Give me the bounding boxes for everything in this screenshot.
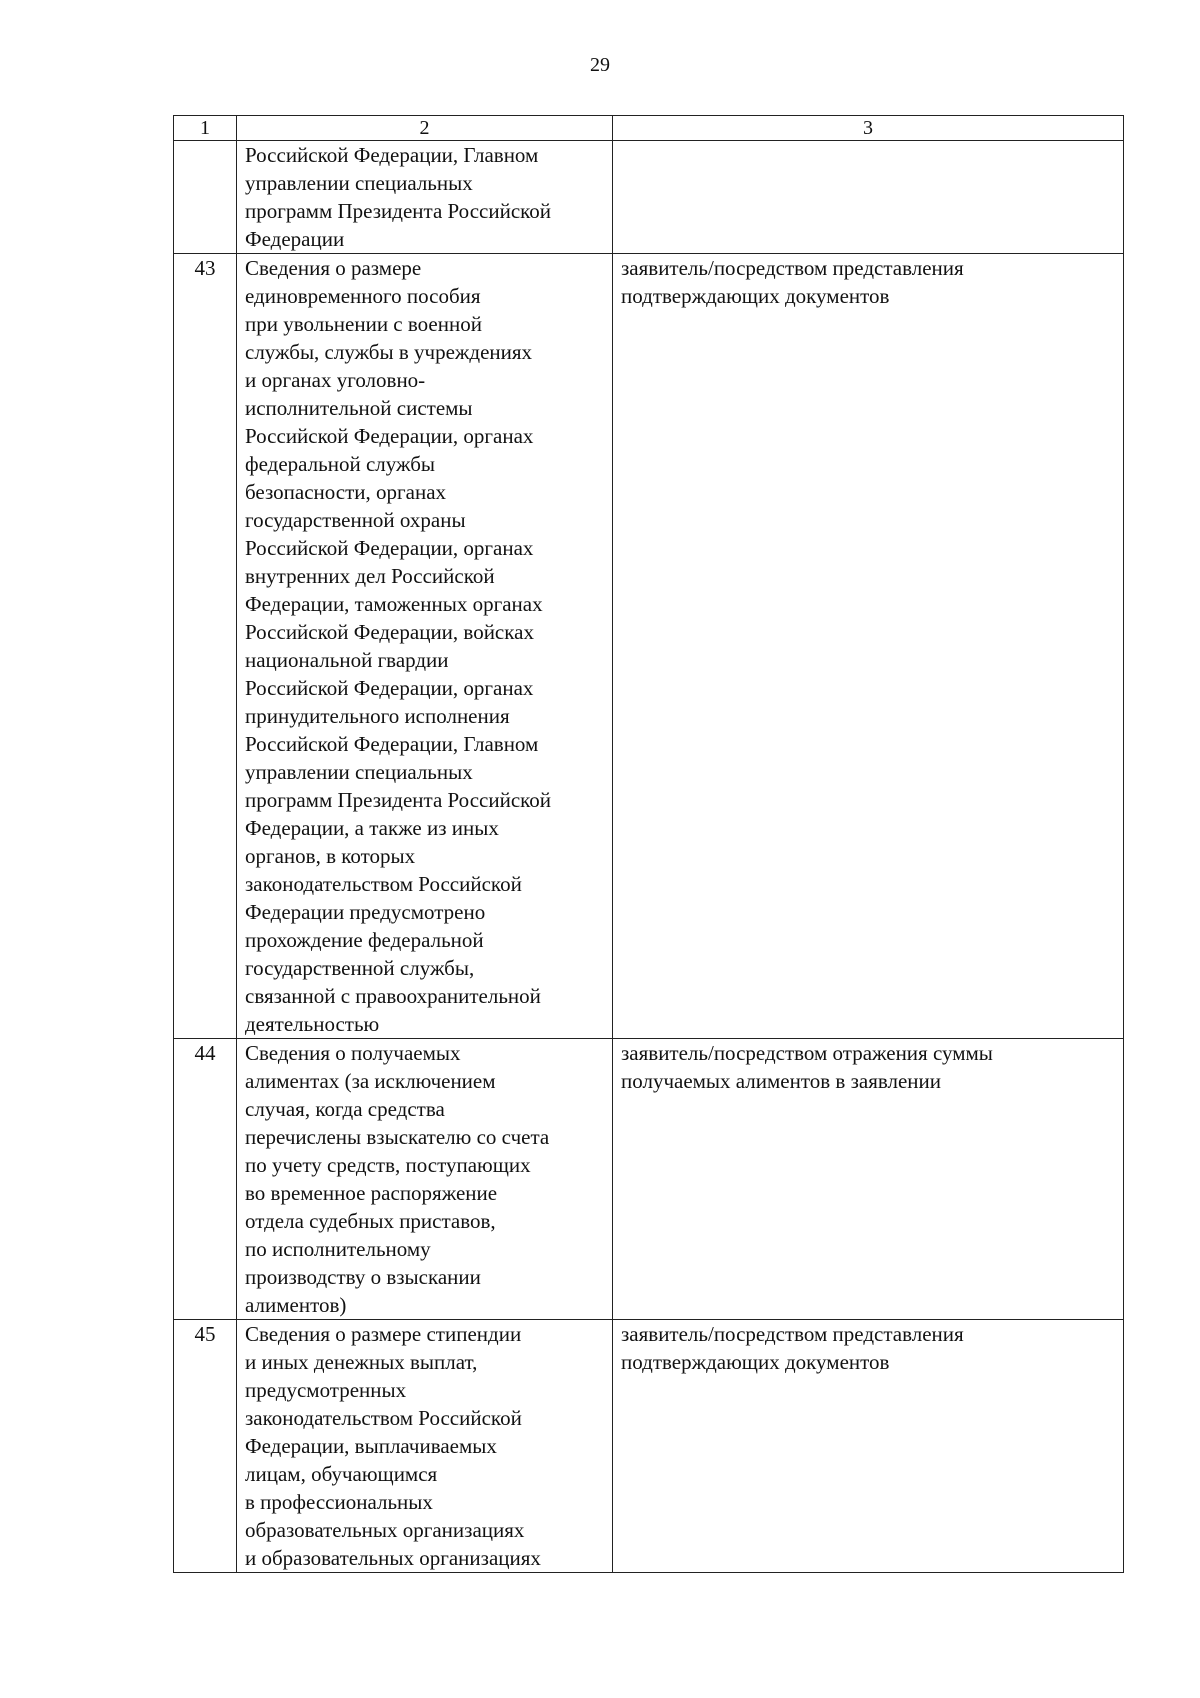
description-line: по учету средств, поступающих bbox=[245, 1153, 531, 1177]
source-method-line: заявитель/посредством представления bbox=[621, 256, 964, 280]
description-line: безопасности, органах bbox=[245, 480, 447, 504]
page-number: 29 bbox=[590, 54, 610, 76]
source-method-cell bbox=[613, 254, 1124, 1039]
description-line: Российской Федерации, органах bbox=[245, 676, 534, 700]
description-line: программ Президента Российской bbox=[245, 199, 552, 223]
description-line: Сведения о размере стипендии bbox=[245, 1322, 522, 1346]
description-line: службы, службы в учреждениях bbox=[245, 340, 533, 364]
header-cell-1: 1 bbox=[174, 116, 237, 141]
source-method-line: заявитель/посредством представления bbox=[621, 1322, 964, 1346]
description-line: Российской Федерации, органах bbox=[245, 424, 534, 448]
description-line: управлении специальных bbox=[245, 760, 473, 784]
description-line: Федерации, выплачиваемых bbox=[245, 1434, 497, 1458]
description-line: производству о взыскании bbox=[245, 1265, 481, 1289]
description-line: лицам, обучающимся bbox=[245, 1462, 438, 1486]
description-line: связанной с правоохранительной bbox=[245, 984, 541, 1008]
document-table bbox=[173, 115, 1124, 1573]
table-header-row bbox=[174, 116, 1124, 141]
source-method-line: подтверждающих документов bbox=[621, 284, 890, 308]
row-number-cell bbox=[174, 141, 237, 254]
description-line: Сведения о получаемых bbox=[245, 1041, 461, 1065]
description-line: алиментов) bbox=[245, 1293, 347, 1317]
source-method-cell bbox=[613, 1039, 1124, 1320]
description-line: органов, в которых bbox=[245, 844, 416, 868]
description-line: государственной охраны bbox=[245, 508, 466, 532]
table-row bbox=[174, 254, 1124, 1039]
table-row bbox=[174, 1320, 1124, 1573]
description-line: алиментах (за исключением bbox=[245, 1069, 496, 1093]
description-line: Сведения о размере bbox=[245, 256, 422, 280]
information-description-cell bbox=[237, 1039, 613, 1320]
description-line: случая, когда средства bbox=[245, 1097, 445, 1121]
row-number-cell: 44 bbox=[174, 1039, 237, 1320]
description-line: государственной службы, bbox=[245, 956, 475, 980]
table-row bbox=[174, 141, 1124, 254]
source-method-line: подтверждающих документов bbox=[621, 1350, 890, 1374]
information-description-cell bbox=[237, 141, 613, 254]
description-line: перечислены взыскателю со счета bbox=[245, 1125, 550, 1149]
description-line: и образовательных организациях bbox=[245, 1546, 541, 1570]
description-line: Федерации, а также из иных bbox=[245, 816, 499, 840]
header-cell-2: 2 bbox=[237, 116, 613, 141]
description-line: по исполнительному bbox=[245, 1237, 431, 1261]
row-number-cell: 45 bbox=[174, 1320, 237, 1573]
description-line: образовательных организациях bbox=[245, 1518, 525, 1542]
description-line: законодательством Российской bbox=[245, 872, 522, 896]
description-line: Российской Федерации, органах bbox=[245, 536, 534, 560]
description-line: и иных денежных выплат, bbox=[245, 1350, 478, 1374]
description-line: в профессиональных bbox=[245, 1490, 433, 1514]
description-line: Федерации, таможенных органах bbox=[245, 592, 543, 616]
source-method-line: получаемых алиментов в заявлении bbox=[621, 1069, 942, 1093]
source-method-cell bbox=[613, 1320, 1124, 1573]
description-line: прохождение федеральной bbox=[245, 928, 484, 952]
description-line: Российской Федерации, Главном bbox=[245, 732, 539, 756]
description-line: деятельностью bbox=[245, 1012, 380, 1036]
description-line: Федерации предусмотрено bbox=[245, 900, 486, 924]
description-line: управлении специальных bbox=[245, 171, 473, 195]
table-row bbox=[174, 1039, 1124, 1320]
description-line: исполнительной системы bbox=[245, 396, 473, 420]
description-line: принудительного исполнения bbox=[245, 704, 510, 728]
row-number-cell: 43 bbox=[174, 254, 237, 1039]
description-line: отдела судебных приставов, bbox=[245, 1209, 496, 1233]
description-line: Российской Федерации, войсках bbox=[245, 620, 534, 644]
description-line: предусмотренных bbox=[245, 1378, 407, 1402]
description-line: Российской Федерации, Главном bbox=[245, 143, 539, 167]
source-method-line: заявитель/посредством отражения суммы bbox=[621, 1041, 993, 1065]
description-line: при увольнении с военной bbox=[245, 312, 482, 336]
source-method-cell bbox=[613, 141, 1124, 254]
information-description-cell bbox=[237, 1320, 613, 1573]
description-line: единовременного пособия bbox=[245, 284, 481, 308]
description-line: во временное распоряжение bbox=[245, 1181, 498, 1205]
header-cell-3: 3 bbox=[613, 116, 1124, 141]
description-line: Федерации bbox=[245, 227, 345, 251]
description-line: национальной гвардии bbox=[245, 648, 449, 672]
information-description-cell bbox=[237, 254, 613, 1039]
description-line: внутренних дел Российской bbox=[245, 564, 495, 588]
description-line: законодательством Российской bbox=[245, 1406, 522, 1430]
description-line: федеральной службы bbox=[245, 452, 435, 476]
description-line: и органах уголовно- bbox=[245, 368, 426, 392]
description-line: программ Президента Российской bbox=[245, 788, 552, 812]
